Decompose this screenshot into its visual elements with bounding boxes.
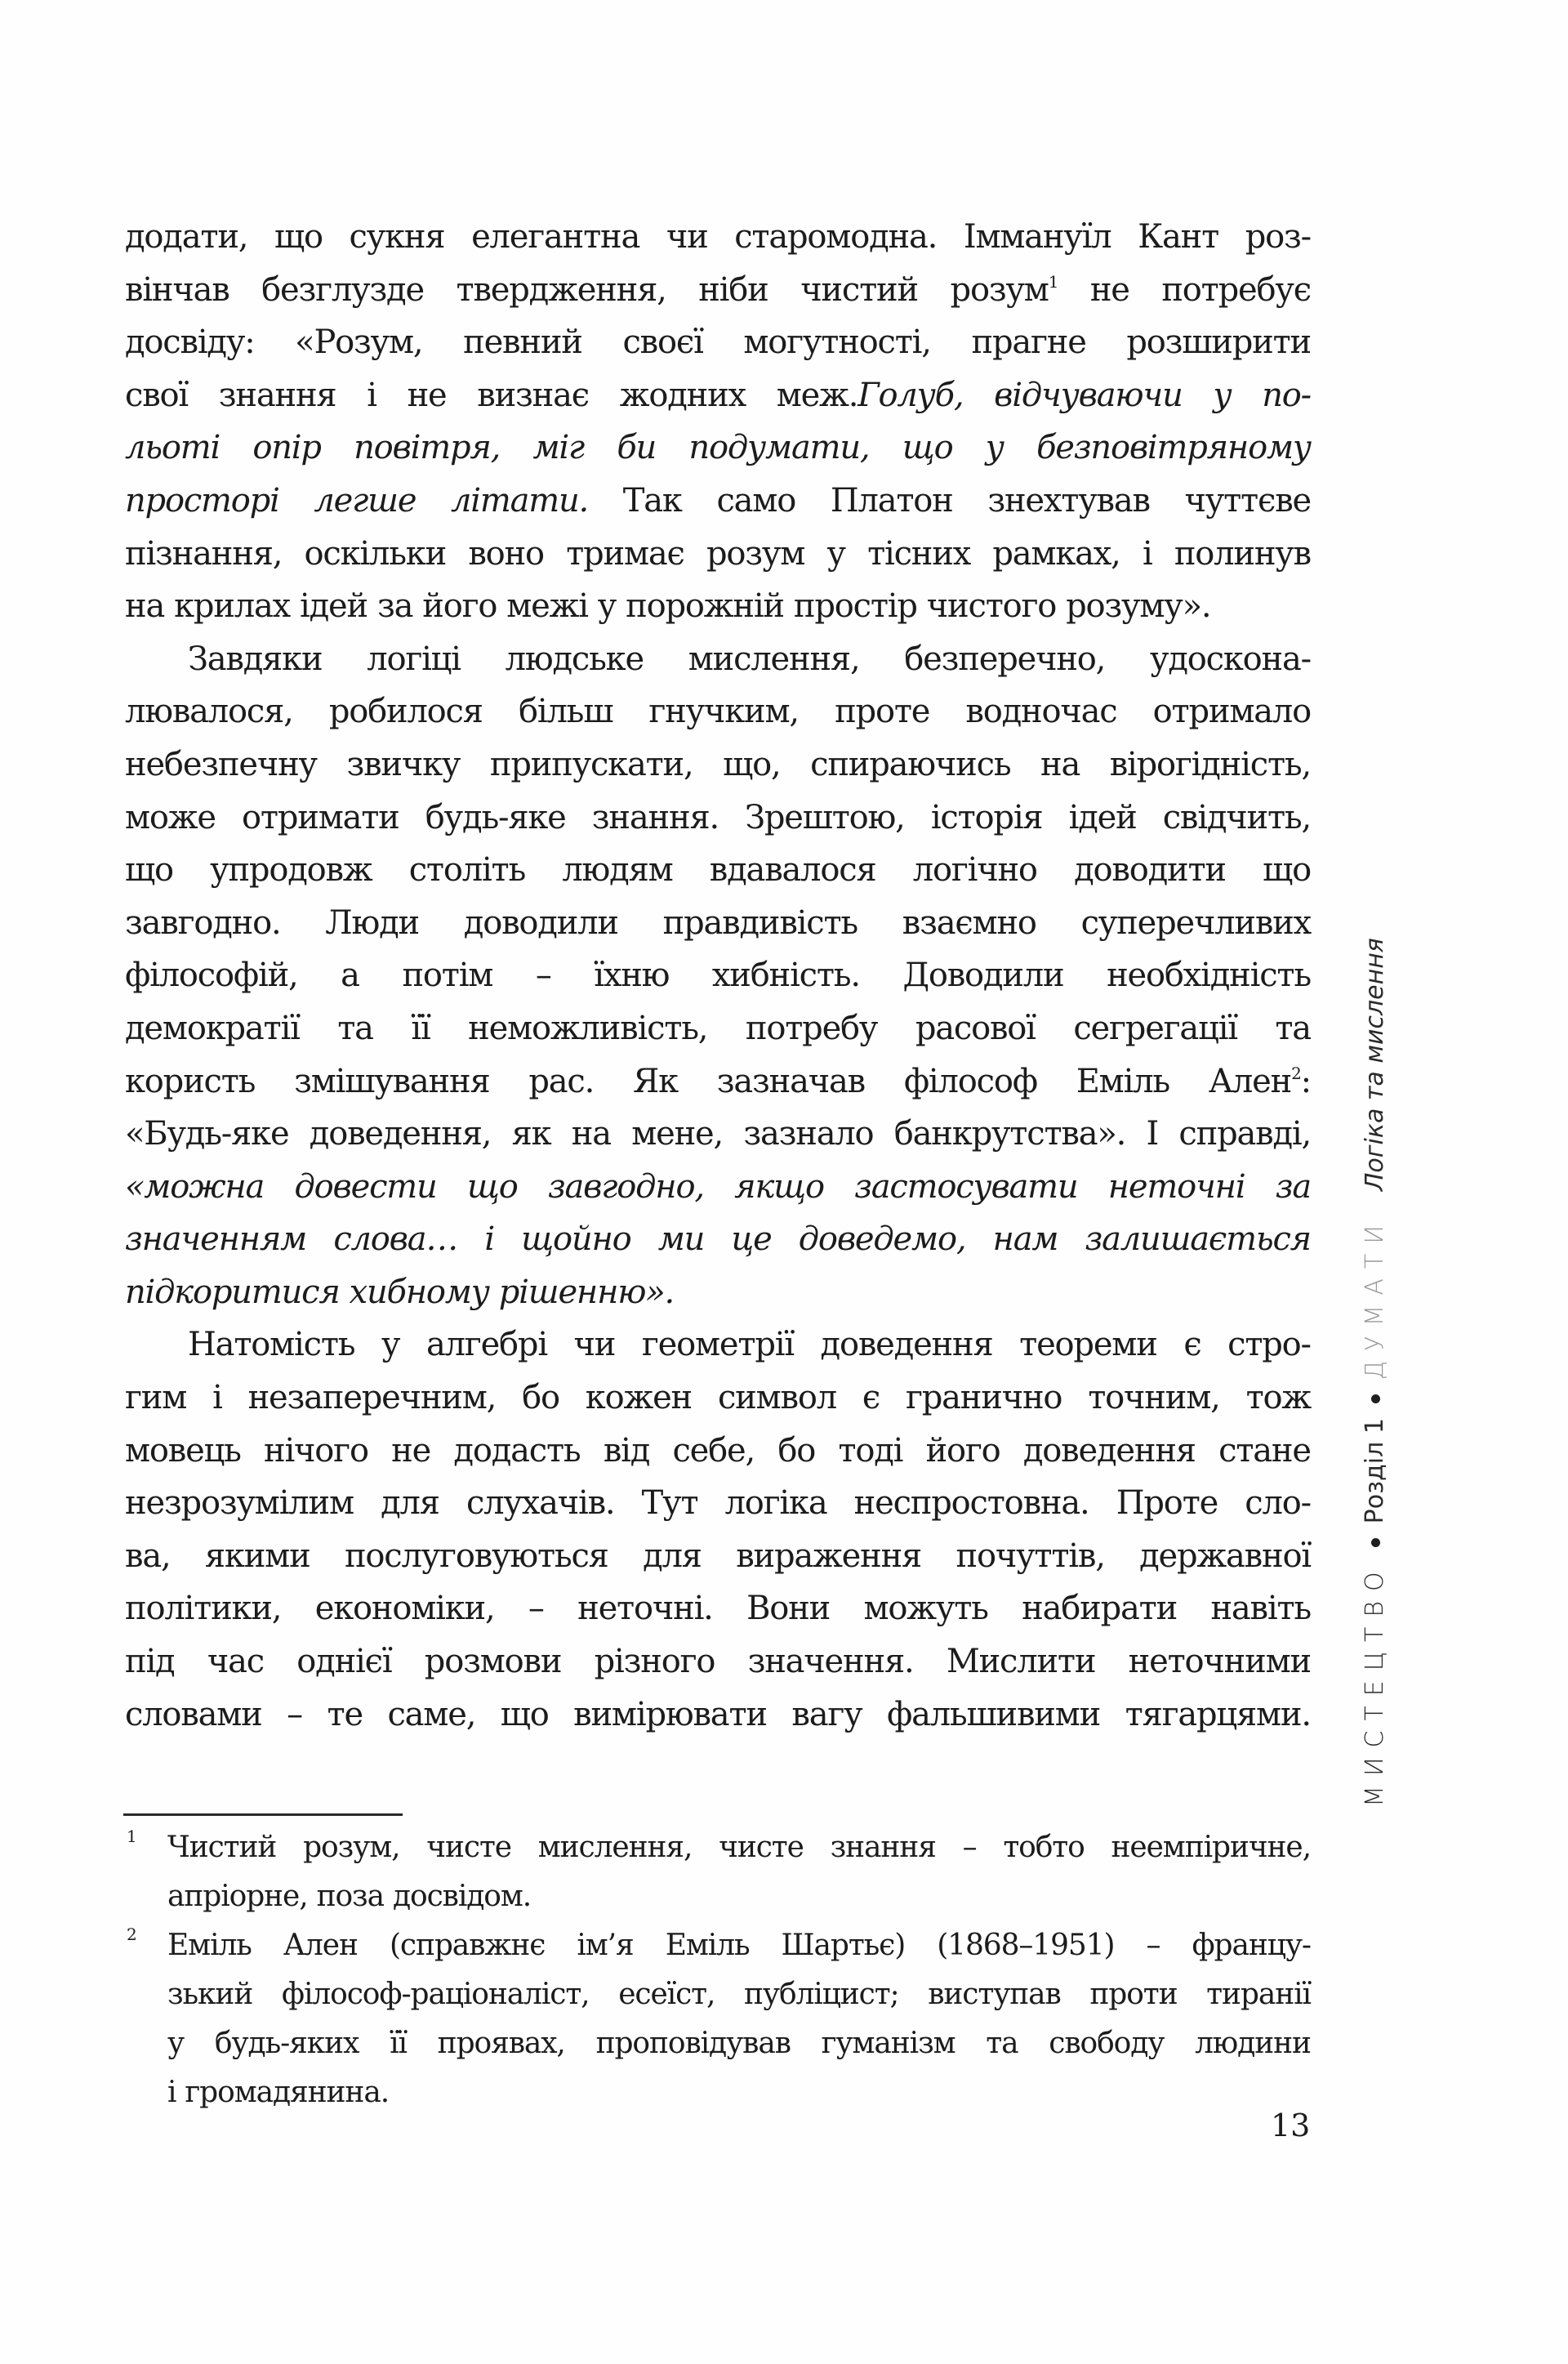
footnote-reference[interactable]: 1 xyxy=(1048,271,1058,292)
text-line: підкоритися хибному рішенню». xyxy=(125,1273,675,1311)
text-line: словами – те саме, що вимірювати вагу фальшивими тягарцями. xyxy=(125,1695,1311,1733)
text-line: додати, що сукня елегантна чи старомодна. Іммануїл Кант роз- xyxy=(125,218,1311,256)
footnote-marker: 1 xyxy=(127,1827,137,1846)
footnote-line: Чистий розум, чисте мислення, чисте знання – тобто неемпіричне, xyxy=(167,1831,1311,1864)
text-line: «можна довести що завгодно, якщо застосувати неточні за xyxy=(125,1167,1311,1206)
text-line: Завдяки логіці людське мислення, безперечно, удоскона- xyxy=(188,640,1311,678)
text-line: льоті опір повітря, міг би подумати, що у безповітряному xyxy=(125,429,1311,467)
footnote-line: апріорне, поза досвідом. xyxy=(167,1880,532,1913)
footnote-reference[interactable]: 2 xyxy=(1291,1063,1301,1083)
text-line: вінчав безглузде твердження, ніби чистий розум$^1$ не потребує xyxy=(125,270,1311,309)
running-head-section: Розділ 1 xyxy=(1361,1418,1389,1524)
bullet-dot-icon xyxy=(1371,1538,1380,1547)
footnote-item xyxy=(125,1823,1311,1921)
bullet-dot-icon xyxy=(1371,1394,1380,1403)
text-line: «Будь-яке доведення, як на мене, зазнало банкрутства». І справді, xyxy=(125,1115,1311,1153)
text-line: небезпечну звичку припускати, що, спираючись на вірогідність, xyxy=(125,745,1311,783)
text-line: може отримати будь-яке знання. Зрештою, історія ідей свідчить, xyxy=(125,798,1311,836)
footnotes xyxy=(125,1823,1311,2117)
running-head-vertical xyxy=(1357,663,1393,1807)
text-line: гим і незаперечним, бо кожен символ є гранично точним, тож xyxy=(125,1379,1311,1417)
text-line: лювалося, робилося більш гнучким, проте водночас отримало xyxy=(125,693,1311,731)
text-line: завгодно. Люди доводили правдивість взаємно суперечливих xyxy=(125,903,1311,942)
text-line: ва, якими послуговуються для вираження почуттів, державної xyxy=(125,1537,1311,1575)
text-line: мовець нічого не додасть від себе, бо тоді його доведення стане xyxy=(125,1431,1311,1470)
running-head-book-title: МИСТЕЦТВО xyxy=(1361,1562,1389,1807)
text-line: філософій, а потім – їхню хибність. Доводили необхідність xyxy=(125,957,1311,995)
text-line: просторі легше літати. Так само Платон знехтував чуттєве xyxy=(125,481,1311,520)
text-line: користь змішування рас. Як зазначав філософ Еміль Ален$^2$: xyxy=(125,1062,1311,1100)
footnote-marker: 2 xyxy=(127,1925,137,1944)
text-line: демократії та її неможливість, потребу расової сегрегації та xyxy=(125,1009,1311,1047)
text-line: що упродовж століть людям вдавалося логічно доводити що xyxy=(125,851,1311,890)
footnote-separator xyxy=(123,1813,403,1816)
footnote-line: Еміль Ален (справжнє ім’я Еміль Шартьє) (1868–1951) – францу- xyxy=(167,1929,1311,1962)
running-head-part: ДУМАТИ xyxy=(1361,1215,1389,1380)
footnote-line: зький філософ-раціоналіст, есеїст, публіцист; виступав проти тиранії xyxy=(167,1978,1311,2011)
page-number: 13 xyxy=(1271,2108,1311,2143)
text-line: пізнання, оскільки воно тримає розум у тісних рамках, і полинув xyxy=(125,534,1311,573)
text-line: свої знання і не визнає жодних меж.Голуб, відчуваючи у по- xyxy=(125,376,1311,414)
footnote-item xyxy=(125,1921,1311,2117)
running-head-chapter-title: Логіка та мислення xyxy=(1361,938,1389,1192)
text-line: політики, економіки, – неточні. Вони можуть набирати навіть xyxy=(125,1590,1311,1628)
text-line: значенням слова… і щойно ми це доведемо, нам залишається xyxy=(125,1220,1311,1259)
text-line: Натомість у алгебрі чи геометрії доведення теореми є стро- xyxy=(188,1326,1311,1364)
text-line: на крилах ідей за його межі у порожній простір чистого розуму». xyxy=(125,587,1211,626)
text-line: незрозумілим для слухачів. Тут логіка неспростовна. Проте сло- xyxy=(125,1484,1311,1523)
text-line: під час однієї розмови різного значення. Мислити неточними xyxy=(125,1643,1311,1681)
footnote-line: і громадянина. xyxy=(167,2076,390,2109)
footnote-line: у будь-яких її проявах, проповідував гуманізм та свободу людини xyxy=(167,2027,1311,2060)
body-text xyxy=(125,211,1311,1741)
text-line: досвіду: «Розум, певний своєї могутності, прагне розширити xyxy=(125,323,1311,362)
